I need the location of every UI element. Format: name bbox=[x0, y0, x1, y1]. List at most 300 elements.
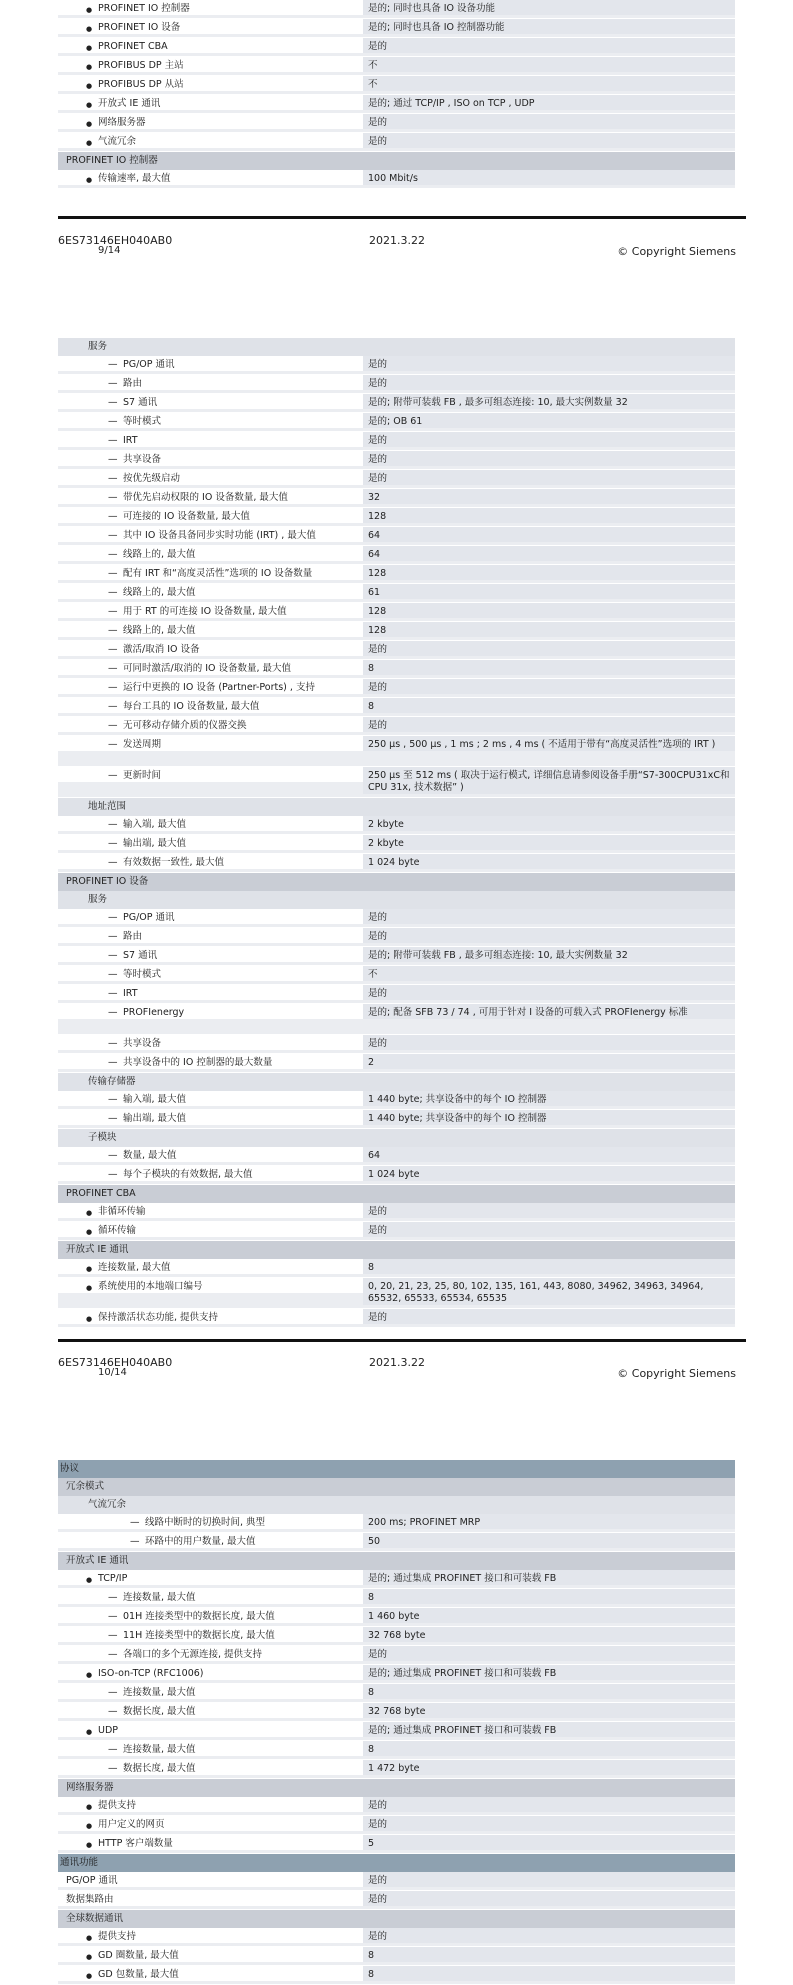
spec-label bbox=[58, 375, 363, 390]
spec-label-text: 数据长度, 最大值 bbox=[123, 1706, 196, 1717]
spec-label bbox=[58, 76, 363, 91]
spec-label bbox=[58, 603, 363, 618]
spec-value: 是的 bbox=[363, 38, 735, 53]
spec-label-text: PROFIBUS DP 主站 bbox=[98, 60, 184, 71]
spec-label-text: 数据长度, 最大值 bbox=[123, 1763, 196, 1774]
spec-value bbox=[363, 798, 735, 801]
spec-value bbox=[363, 1185, 735, 1188]
spec-value: 是的 bbox=[363, 356, 735, 371]
spec-label-text: S7 通讯 bbox=[123, 397, 158, 408]
spec-label bbox=[58, 356, 363, 371]
spec-value: 是的; 配备 SFB 73 / 74 , 可用于针对 I 设备的可载入式 PROFIenergy 标准 bbox=[363, 1004, 735, 1019]
spec-label-text: 传输存储器 bbox=[88, 1076, 136, 1087]
spec-label bbox=[58, 57, 363, 72]
spec-row bbox=[58, 1278, 735, 1309]
section-header bbox=[58, 798, 735, 816]
spec-label bbox=[58, 489, 363, 504]
spec-row bbox=[58, 947, 735, 966]
spec-value bbox=[363, 1129, 735, 1132]
spec-value bbox=[363, 1478, 735, 1481]
spec-value: 200 ms; PROFINET MRP bbox=[363, 1514, 735, 1529]
spec-label bbox=[58, 891, 363, 906]
copyright: © Copyright Siemens bbox=[617, 1367, 736, 1380]
spec-value: 8 bbox=[363, 1741, 735, 1756]
spec-label bbox=[58, 641, 363, 656]
spec-row bbox=[58, 170, 735, 189]
spec-label-text: 保持激活状态功能, 提供支持 bbox=[98, 1312, 219, 1323]
spec-label bbox=[58, 854, 363, 869]
spec-value: 32 768 byte bbox=[363, 1703, 735, 1718]
spec-row bbox=[58, 1004, 735, 1035]
spec-label-text: UDP bbox=[98, 1725, 118, 1736]
spec-label-text: 可连接的 IO 设备数量, 最大值 bbox=[123, 511, 250, 522]
spec-value: 不 bbox=[363, 57, 735, 72]
spec-value bbox=[363, 891, 735, 894]
spec-label-text: 网络服务器 bbox=[98, 117, 146, 128]
spec-label-text: 系统使用的本地端口编号 bbox=[98, 1281, 203, 1292]
spec-value bbox=[363, 338, 735, 341]
page-footer-10 bbox=[58, 1356, 746, 1386]
spec-value: 32 768 byte bbox=[363, 1627, 735, 1642]
spec-label bbox=[58, 1966, 363, 1981]
spec-value: 是的 bbox=[363, 133, 735, 148]
spec-label bbox=[58, 1496, 363, 1511]
spec-label bbox=[58, 1278, 363, 1293]
section-header bbox=[58, 1129, 735, 1147]
spec-value: 是的 bbox=[363, 1797, 735, 1812]
spec-value bbox=[363, 1460, 735, 1463]
spec-label bbox=[58, 1835, 363, 1850]
spec-row bbox=[58, 854, 735, 873]
spec-row bbox=[58, 736, 735, 767]
spec-label-text: 其中 IO 设备具备同步实时功能 (IRT) , 最大值 bbox=[123, 530, 316, 541]
spec-label bbox=[58, 133, 363, 148]
spec-label-text: IRT bbox=[123, 988, 138, 999]
spec-label bbox=[58, 717, 363, 732]
spec-label-text: 全球数据通讯 bbox=[66, 1913, 124, 1924]
spec-label bbox=[58, 1460, 363, 1475]
document-date: 2021.3.22 bbox=[369, 234, 425, 247]
page-number: 9/14 bbox=[98, 245, 121, 256]
spec-label bbox=[58, 527, 363, 542]
spec-label bbox=[58, 873, 363, 888]
spec-row bbox=[58, 1872, 735, 1891]
spec-label bbox=[58, 622, 363, 637]
spec-label-text: 发送周期 bbox=[123, 739, 162, 750]
spec-value: 是的; 附带可装载 FB , 最多可组态连接: 10, 最大实例数量 32 bbox=[363, 947, 735, 962]
spec-label-text: 提供支持 bbox=[98, 1800, 137, 1811]
spec-row bbox=[58, 1589, 735, 1608]
spec-label-text: 连接数量, 最大值 bbox=[123, 1687, 196, 1698]
spec-label bbox=[58, 451, 363, 466]
spec-value: 8 bbox=[363, 698, 735, 713]
spec-label-text: PG/OP 通讯 bbox=[123, 912, 175, 923]
spec-label bbox=[58, 1185, 363, 1200]
section-header bbox=[58, 1779, 735, 1797]
spec-label-text: 路由 bbox=[123, 931, 143, 942]
spec-label-text: 输入端, 最大值 bbox=[123, 819, 187, 830]
spec-row bbox=[58, 1891, 735, 1910]
spec-label-text: 开放式 IE 通讯 bbox=[66, 1244, 129, 1255]
spec-label bbox=[58, 1478, 363, 1493]
spec-row bbox=[58, 1646, 735, 1665]
spec-row bbox=[58, 565, 735, 584]
section-header bbox=[58, 1478, 735, 1496]
spec-value: 64 bbox=[363, 546, 735, 561]
spec-table-page-11 bbox=[58, 1460, 735, 1985]
spec-row bbox=[58, 1222, 735, 1241]
document-date: 2021.3.22 bbox=[369, 1356, 425, 1369]
spec-row bbox=[58, 356, 735, 375]
spec-label bbox=[58, 1091, 363, 1106]
spec-value bbox=[363, 152, 735, 155]
spec-label-text: GD 包数量, 最大值 bbox=[98, 1969, 179, 1980]
spec-label-text: PROFINET IO 控制器 bbox=[98, 3, 190, 14]
spec-label-text: 线路上的, 最大值 bbox=[123, 587, 196, 598]
spec-value: 是的 bbox=[363, 928, 735, 943]
spec-value: 是的 bbox=[363, 641, 735, 656]
spec-row bbox=[58, 1816, 735, 1835]
spec-label-text: 运行中更换的 IO 设备 (Partner-Ports) , 支持 bbox=[123, 682, 315, 693]
spec-row bbox=[58, 1947, 735, 1966]
spec-label-text: HTTP 客户端数量 bbox=[98, 1838, 173, 1849]
spec-row bbox=[58, 114, 735, 133]
spec-label bbox=[58, 38, 363, 53]
spec-value: 是的 bbox=[363, 717, 735, 732]
spec-value: 1 024 byte bbox=[363, 854, 735, 869]
spec-label bbox=[58, 114, 363, 129]
spec-label-text: 数据集路由 bbox=[66, 1894, 114, 1905]
spec-value: 1 472 byte bbox=[363, 1760, 735, 1775]
spec-row bbox=[58, 835, 735, 854]
spec-label-text: 线路上的, 最大值 bbox=[123, 625, 196, 636]
spec-value bbox=[363, 1073, 735, 1076]
spec-value: 是的 bbox=[363, 1816, 735, 1831]
spec-label bbox=[58, 152, 363, 167]
spec-row bbox=[58, 698, 735, 717]
spec-row bbox=[58, 1741, 735, 1760]
spec-label bbox=[58, 1947, 363, 1962]
page-divider bbox=[58, 216, 746, 219]
spec-label bbox=[58, 1872, 363, 1887]
spec-value: 8 bbox=[363, 1589, 735, 1604]
spec-label bbox=[58, 1854, 363, 1869]
spec-value: 不 bbox=[363, 76, 735, 91]
spec-row bbox=[58, 527, 735, 546]
spec-row bbox=[58, 1309, 735, 1328]
spec-label bbox=[58, 1928, 363, 1943]
spec-row bbox=[58, 1166, 735, 1185]
spec-value: 64 bbox=[363, 527, 735, 542]
spec-label bbox=[58, 1722, 363, 1737]
spec-value: 64 bbox=[363, 1147, 735, 1162]
spec-row bbox=[58, 1035, 735, 1054]
spec-label-text: 连接数量, 最大值 bbox=[98, 1262, 171, 1273]
spec-value: 是的; 通过 TCP/IP , ISO on TCP , UDP bbox=[363, 95, 735, 110]
spec-label bbox=[58, 1054, 363, 1069]
spec-row bbox=[58, 1203, 735, 1222]
spec-label-text: 气流冗余 bbox=[88, 1499, 127, 1510]
spec-row bbox=[58, 38, 735, 57]
spec-value: 8 bbox=[363, 1947, 735, 1962]
page-number: 10/14 bbox=[98, 1367, 127, 1378]
spec-label bbox=[58, 798, 363, 813]
section-header bbox=[58, 1185, 735, 1203]
spec-label-text: 开放式 IE 通讯 bbox=[66, 1555, 129, 1566]
spec-row bbox=[58, 717, 735, 736]
spec-label bbox=[58, 1910, 363, 1925]
spec-row bbox=[58, 1570, 735, 1589]
spec-row bbox=[58, 1722, 735, 1741]
spec-label bbox=[58, 1589, 363, 1604]
spec-value: 32 bbox=[363, 489, 735, 504]
group-header bbox=[58, 1854, 735, 1872]
spec-value: 1 460 byte bbox=[363, 1608, 735, 1623]
spec-row bbox=[58, 641, 735, 660]
spec-label-text: PROFIBUS DP 从站 bbox=[98, 79, 184, 90]
spec-label-text: 循环传输 bbox=[98, 1225, 137, 1236]
spec-label bbox=[58, 0, 363, 15]
spec-label bbox=[58, 1665, 363, 1680]
spec-label-text: 网络服务器 bbox=[66, 1782, 114, 1793]
spec-row bbox=[58, 0, 735, 19]
spec-table-page-10 bbox=[58, 338, 735, 1328]
spec-value: 5 bbox=[363, 1835, 735, 1850]
spec-label-text: 共享设备 bbox=[123, 454, 162, 465]
spec-label bbox=[58, 1570, 363, 1585]
spec-value bbox=[363, 1910, 735, 1913]
spec-row bbox=[58, 432, 735, 451]
spec-label bbox=[58, 660, 363, 675]
spec-label bbox=[58, 736, 363, 751]
spec-label-text: 服务 bbox=[88, 341, 108, 352]
spec-value: 0, 20, 21, 23, 25, 80, 102, 135, 161, 443, 8080, 34962, 34963, 34964, 65532, 65533, 65534, 65535 bbox=[363, 1278, 735, 1305]
spec-row bbox=[58, 1928, 735, 1947]
spec-value: 2 bbox=[363, 1054, 735, 1069]
spec-value: 是的 bbox=[363, 1646, 735, 1661]
spec-label-text: 激活/取消 IO 设备 bbox=[123, 644, 200, 655]
spec-value: 是的; OB 61 bbox=[363, 413, 735, 428]
spec-label bbox=[58, 338, 363, 353]
spec-row bbox=[58, 1054, 735, 1073]
spec-row bbox=[58, 1797, 735, 1816]
spec-value: 是的 bbox=[363, 451, 735, 466]
spec-value: 50 bbox=[363, 1533, 735, 1548]
spec-label-text: 线路上的, 最大值 bbox=[123, 549, 196, 560]
spec-row bbox=[58, 1259, 735, 1278]
spec-label bbox=[58, 1309, 363, 1324]
spec-row bbox=[58, 413, 735, 432]
spec-label bbox=[58, 1608, 363, 1623]
spec-label-text: PG/OP 通讯 bbox=[123, 359, 175, 370]
spec-label bbox=[58, 909, 363, 924]
spec-value: 是的 bbox=[363, 909, 735, 924]
spec-label bbox=[58, 1552, 363, 1567]
spec-label-text: GD 圈数量, 最大值 bbox=[98, 1950, 179, 1961]
spec-label bbox=[58, 508, 363, 523]
section-header bbox=[58, 152, 735, 170]
spec-value: 8 bbox=[363, 1684, 735, 1699]
spec-value: 1 440 byte; 共享设备中的每个 IO 控制器 bbox=[363, 1091, 735, 1106]
spec-value: 8 bbox=[363, 660, 735, 675]
spec-value: 1 024 byte bbox=[363, 1166, 735, 1181]
section-header bbox=[58, 891, 735, 909]
spec-label bbox=[58, 1241, 363, 1256]
spec-label-text: PG/OP 通讯 bbox=[66, 1875, 118, 1886]
spec-label bbox=[58, 1514, 363, 1529]
spec-value: 是的 bbox=[363, 1309, 735, 1324]
spec-row bbox=[58, 1835, 735, 1854]
spec-value: 128 bbox=[363, 508, 735, 523]
spec-label-text: 可同时激活/取消的 IO 设备数量, 最大值 bbox=[123, 663, 292, 674]
spec-label-text: ISO-on-TCP (RFC1006) bbox=[98, 1668, 204, 1679]
spec-label-text: IRT bbox=[123, 435, 138, 446]
spec-label bbox=[58, 1004, 363, 1019]
spec-value: 8 bbox=[363, 1966, 735, 1981]
spec-label-text: 地址范围 bbox=[88, 801, 127, 812]
spec-value: 是的 bbox=[363, 1203, 735, 1218]
spec-value: 是的; 通过集成 PROFINET 接口和可装载 FB bbox=[363, 1665, 735, 1680]
spec-label-text: 连接数量, 最大值 bbox=[123, 1592, 196, 1603]
spec-label-text: 子模块 bbox=[88, 1132, 117, 1143]
spec-row bbox=[58, 508, 735, 527]
spec-value: 是的; 同时也具备 IO 设备功能 bbox=[363, 0, 735, 15]
spec-label-text: TCP/IP bbox=[98, 1573, 128, 1584]
spec-value: 是的 bbox=[363, 432, 735, 447]
page-divider bbox=[58, 1339, 746, 1342]
spec-label bbox=[58, 816, 363, 831]
spec-row bbox=[58, 1608, 735, 1627]
spec-value bbox=[363, 1779, 735, 1782]
spec-label-text: 非循环传输 bbox=[98, 1206, 146, 1217]
spec-label-text: 开放式 IE 通讯 bbox=[98, 98, 161, 109]
spec-label-text: 11H 连接类型中的数据长度, 最大值 bbox=[123, 1630, 275, 1641]
spec-label-text: 冗余模式 bbox=[66, 1481, 105, 1492]
spec-label bbox=[58, 470, 363, 485]
section-header bbox=[58, 1552, 735, 1570]
spec-label bbox=[58, 1533, 363, 1548]
spec-row bbox=[58, 603, 735, 622]
spec-value: 是的 bbox=[363, 114, 735, 129]
spec-label bbox=[58, 1779, 363, 1794]
spec-value: 2 kbyte bbox=[363, 816, 735, 831]
spec-value: 1 440 byte; 共享设备中的每个 IO 控制器 bbox=[363, 1110, 735, 1125]
spec-label-text: 配有 IRT 和“高度灵活性”选项的 IO 设备数量 bbox=[123, 568, 313, 579]
section-header bbox=[58, 338, 735, 356]
spec-label bbox=[58, 1147, 363, 1162]
spec-row bbox=[58, 584, 735, 603]
spec-row bbox=[58, 816, 735, 835]
spec-value bbox=[363, 1854, 735, 1857]
spec-value: 是的; 附带可装载 FB , 最多可组态连接: 10, 最大实例数量 32 bbox=[363, 394, 735, 409]
spec-label bbox=[58, 698, 363, 713]
spec-row bbox=[58, 909, 735, 928]
order-number: 6ES73146EH040AB0 bbox=[58, 1356, 173, 1369]
spec-value: 是的; 同时也具备 IO 控制器功能 bbox=[363, 19, 735, 34]
spec-label-text: 共享设备中的 IO 控制器的最大数量 bbox=[123, 1057, 273, 1068]
spec-label-text: 按优先级启动 bbox=[123, 473, 181, 484]
spec-row bbox=[58, 622, 735, 641]
spec-row bbox=[58, 375, 735, 394]
spec-value: 是的 bbox=[363, 1035, 735, 1050]
spec-label bbox=[58, 19, 363, 34]
spec-label-text: 数量, 最大值 bbox=[123, 1150, 177, 1161]
spec-label bbox=[58, 1816, 363, 1831]
spec-value: 250 µs 至 512 ms ( 取决于运行模式, 详细信息请参阅设备手册“S7-300CPU31xC和CPU 31x, 技术数据” ) bbox=[363, 767, 735, 794]
spec-label bbox=[58, 1129, 363, 1144]
spec-table-page-9 bbox=[58, 0, 735, 189]
spec-label bbox=[58, 546, 363, 561]
group-header bbox=[58, 1460, 735, 1478]
page-footer-9 bbox=[58, 234, 746, 264]
spec-row bbox=[58, 1665, 735, 1684]
section-header bbox=[58, 1496, 735, 1514]
spec-value: 是的 bbox=[363, 470, 735, 485]
spec-row bbox=[58, 1514, 735, 1533]
spec-label-text: PROFINET CBA bbox=[66, 1188, 136, 1199]
spec-label bbox=[58, 835, 363, 850]
spec-label bbox=[58, 394, 363, 409]
spec-row bbox=[58, 19, 735, 38]
spec-row bbox=[58, 489, 735, 508]
spec-label bbox=[58, 170, 363, 185]
spec-row bbox=[58, 985, 735, 1004]
spec-row bbox=[58, 767, 735, 798]
spec-label-text: 更新时间 bbox=[123, 770, 162, 781]
spec-label-text: 连接数量, 最大值 bbox=[123, 1744, 196, 1755]
spec-value bbox=[363, 873, 735, 876]
spec-label bbox=[58, 1110, 363, 1125]
spec-label bbox=[58, 95, 363, 110]
spec-row bbox=[58, 1147, 735, 1166]
spec-label-text: 提供支持 bbox=[98, 1931, 137, 1942]
spec-row bbox=[58, 76, 735, 95]
spec-label bbox=[58, 1203, 363, 1218]
spec-row bbox=[58, 451, 735, 470]
spec-label-text: 等时模式 bbox=[123, 416, 162, 427]
spec-value bbox=[363, 1241, 735, 1244]
spec-row bbox=[58, 546, 735, 565]
spec-value: 128 bbox=[363, 603, 735, 618]
spec-label bbox=[58, 565, 363, 580]
spec-row bbox=[58, 1533, 735, 1552]
copyright: © Copyright Siemens bbox=[617, 245, 736, 258]
spec-value: 是的 bbox=[363, 375, 735, 390]
spec-row bbox=[58, 1684, 735, 1703]
spec-value: 是的 bbox=[363, 985, 735, 1000]
spec-value: 61 bbox=[363, 584, 735, 599]
spec-label-text: 用户定义的网页 bbox=[98, 1819, 165, 1830]
spec-label-text: 输出端, 最大值 bbox=[123, 838, 187, 849]
spec-label bbox=[58, 1073, 363, 1088]
spec-label-text: S7 通讯 bbox=[123, 950, 158, 961]
spec-label-text: 服务 bbox=[88, 894, 108, 905]
spec-label bbox=[58, 1222, 363, 1237]
spec-value: 128 bbox=[363, 622, 735, 637]
spec-value: 不 bbox=[363, 966, 735, 981]
order-number: 6ES73146EH040AB0 bbox=[58, 234, 173, 247]
spec-label-text: 用于 RT 的可连接 IO 设备数量, 最大值 bbox=[123, 606, 287, 617]
section-header bbox=[58, 1073, 735, 1091]
spec-row bbox=[58, 1627, 735, 1646]
spec-label bbox=[58, 1891, 363, 1906]
spec-label-text: 线路中断时的切换时间, 典型 bbox=[145, 1517, 266, 1528]
spec-value: 是的 bbox=[363, 1222, 735, 1237]
spec-label-text: PROFINET IO 控制器 bbox=[66, 155, 158, 166]
spec-value: 250 µs , 500 µs , 1 ms ; 2 ms , 4 ms ( 不适用于带有“高度灵活性”选项的 IRT ) bbox=[363, 736, 735, 751]
spec-label bbox=[58, 1760, 363, 1775]
spec-label-text: 带优先启动权限的 IO 设备数量, 最大值 bbox=[123, 492, 288, 503]
